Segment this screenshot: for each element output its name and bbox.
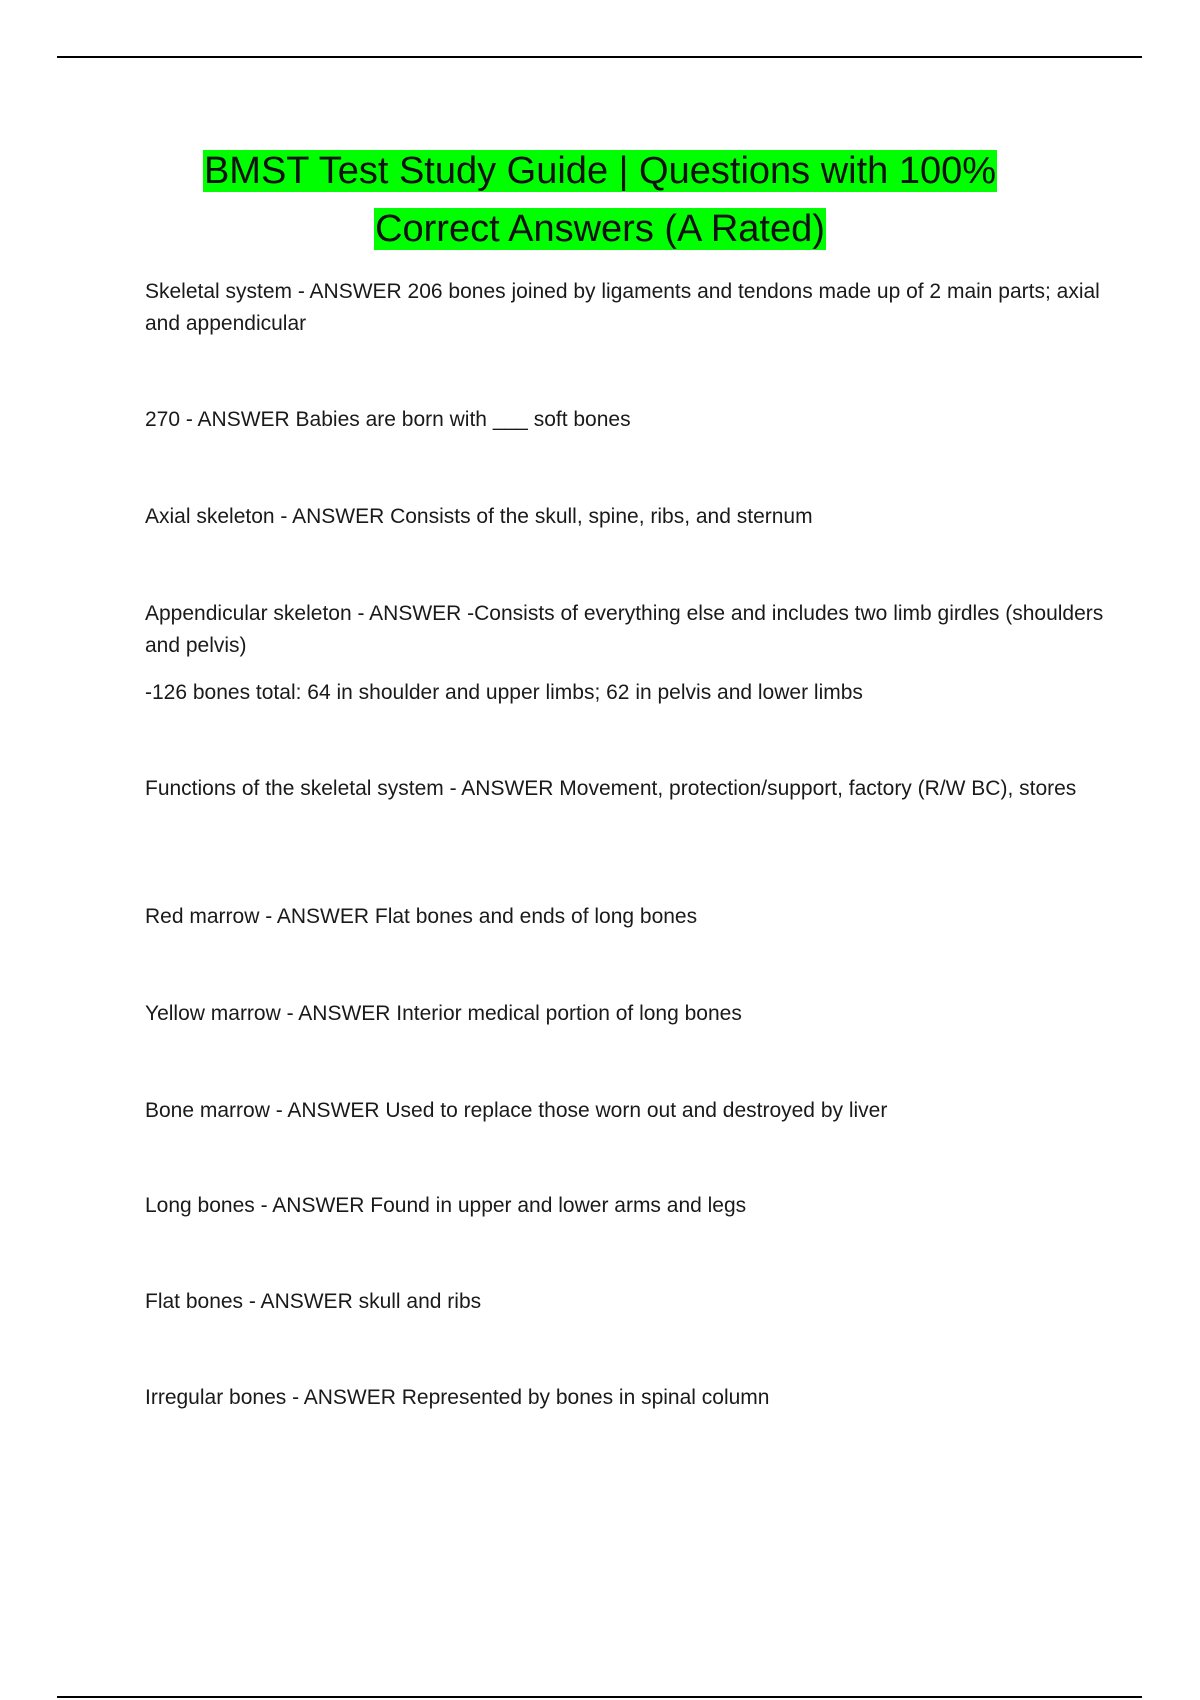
qa-entry-270: 270 - ANSWER Babies are born with ___ soft bones xyxy=(145,408,631,431)
qa-entry-appendicular-bone-count: -126 bones total: 64 in shoulder and upper limbs; 62 in pelvis and lower limbs xyxy=(145,681,863,704)
title-line-2: Correct Answers (A Rated) xyxy=(375,208,825,250)
qa-entry-red-marrow: Red marrow - ANSWER Flat bones and ends of long bones xyxy=(145,905,698,928)
header-rule xyxy=(57,56,1142,58)
qa-entry-flat-bones: Flat bones - ANSWER skull and ribs xyxy=(145,1290,482,1313)
qa-entry-bone-marrow: Bone marrow - ANSWER Used to replace those worn out and destroyed by liver xyxy=(145,1099,888,1122)
title-line-1: BMST Test Study Guide | Questions with 100% xyxy=(203,150,997,192)
footer-rule xyxy=(57,1696,1142,1698)
document-title xyxy=(100,142,1100,258)
qa-entry-axial-skeleton: Axial skeleton - ANSWER Consists of the skull, spine, ribs, and sternum xyxy=(145,505,813,528)
qa-entry-skeletal-functions: Functions of the skeletal system - ANSWER Movement, protection/support, factory (R/W BC), stores xyxy=(145,777,1077,800)
qa-entry-irregular-bones: Irregular bones - ANSWER Represented by bones in spinal column xyxy=(145,1386,770,1409)
qa-entry-long-bones: Long bones - ANSWER Found in upper and lower arms and legs xyxy=(145,1194,747,1217)
qa-entry-appendicular-skeleton: Appendicular skeleton - ANSWER -Consists of everything else and includes two limb girdles (shoulders and pelvis) xyxy=(145,602,1104,657)
qa-entry-yellow-marrow: Yellow marrow - ANSWER Interior medical portion of long bones xyxy=(145,1002,742,1025)
qa-entry-skeletal-system: Skeletal system - ANSWER 206 bones joined by ligaments and tendons made up of 2 main parts; axial and appendicular xyxy=(145,280,1100,335)
